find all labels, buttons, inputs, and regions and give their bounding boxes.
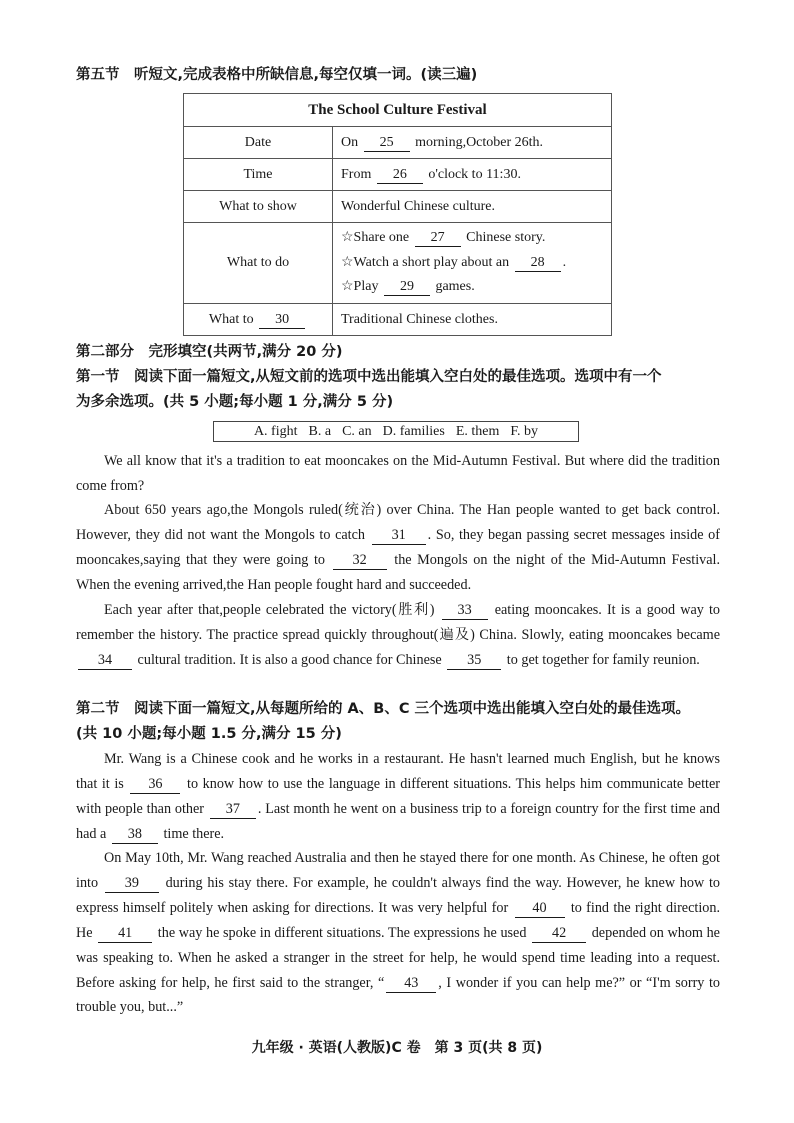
blank-40[interactable]: 40 [515, 900, 565, 918]
blank-32[interactable]: 32 [333, 552, 387, 570]
option-a: A. fight [253, 423, 298, 439]
time-value: From 26 o'clock to 11:30. [333, 159, 612, 191]
blank-26[interactable]: 26 [377, 166, 423, 184]
passage2-paragraph1: Mr. Wang is a Chinese cook and he works in a restaurant. He hasn't learned much English, but he knows that it is 36 to know how to use the language in different situations. This helps him communicate better with people than other 37 . Last month he went on a business trip to a foreign country for the first time and had a 38 time there. [76, 751, 721, 842]
blank-38[interactable]: 38 [112, 826, 158, 844]
blank-29[interactable]: 29 [384, 278, 430, 296]
do-label: What to do [184, 223, 333, 304]
sec2-instruction-line2: (共 10 小题;每小题 1.5 分,满分 15 分) [76, 726, 342, 742]
passage1-paragraph1: We all know that it's a tradition to eat mooncakes on the Mid-Autumn Festival. But where did the tradition come from? [76, 453, 720, 494]
blank-33[interactable]: 33 [442, 602, 488, 620]
festival-table [183, 93, 612, 336]
date-label: Date [184, 127, 333, 159]
blank-37[interactable]: 37 [210, 801, 256, 819]
passage1-paragraph3: Each year after that,people celebrated the victory(胜利) 33 eating mooncakes. It is a good way to remember the history. The practice spread quickly throughout(遍及) China. Slowly, eating mooncakes became 34 cultural tradition. It is also a good chance for Chinese 35 to get together for family reunion. [76, 602, 721, 668]
passage2-paragraph2: On May 10th, Mr. Wang reached Australia and then he stayed there for one month. As Chinese, he often got into 39 during his stay there. For example, he couldn't always find the way. However, he knew how to express himself politely when asking for directions. It was very helpful for 40 to find the right direction. He 41 the way he spoke in different situations. The expressions he used 42 depended on whom he was speaking to. When he asked a stranger in the street for help, he would spend time leading into a request. Before asking for help, he first said to the stranger, “ 43 , I wonder if you can help me?” or “I'm sorry to trouble you, but...” [76, 850, 721, 1016]
blank-34[interactable]: 34 [78, 652, 132, 670]
option-box [213, 421, 579, 442]
blank-28[interactable]: 28 [515, 254, 561, 272]
sec1-instruction-line2: 为多余选项。(共 5 小题;每小题 1 分,满分 5 分) [76, 394, 394, 410]
blank-43[interactable]: 43 [386, 975, 436, 993]
sec1-instruction-line1: 第一节 阅读下面一篇短文,从短文前的选项中选出能填入空白处的最佳选项。选项中有一个 [76, 369, 662, 385]
blank-31[interactable]: 31 [372, 527, 426, 545]
blank-35[interactable]: 35 [447, 652, 501, 670]
sec2-instruction-line1: 第二节 阅读下面一篇短文,从每题所给的 A、B、C 三个选项中选出能填入空白处的最佳选项。 [76, 701, 691, 717]
option-f: F. by [510, 423, 539, 439]
blank-39[interactable]: 39 [105, 875, 159, 893]
show-value: Wonderful Chinese culture. [333, 191, 612, 223]
section5-heading: 第五节 听短文,完成表格中所缺信息,每空仅填一词。(读三遍) [76, 67, 478, 83]
option-b: B. a [308, 423, 332, 439]
blank-36[interactable]: 36 [130, 776, 180, 794]
wear-label: What to 30 [184, 304, 333, 336]
option-e: E. them [455, 423, 500, 439]
time-label: Time [184, 159, 333, 191]
part2-heading: 第二部分 完形填空(共两节,满分 20 分) [76, 344, 343, 360]
blank-30[interactable]: 30 [259, 311, 305, 329]
blank-41[interactable]: 41 [98, 925, 152, 943]
passage1-paragraph2: About 650 years ago,the Mongols ruled(统治) over China. The Han people wanted to get back control. However, they did not want the Mongols to catch 31 . So, they began passing secret messages inside of mooncakes,saying that they were going to 32 the Mongols on the night of the Mid-Autumn Festival. When the evening arrived,the Han people fought hard and succeeded. [76, 502, 721, 593]
option-c: C. an [342, 423, 372, 439]
option-d: D. families [382, 423, 445, 439]
wear-value: Traditional Chinese clothes. [333, 304, 612, 336]
table-title: The School Culture Festival [184, 94, 612, 127]
blank-42[interactable]: 42 [532, 925, 586, 943]
page-footer: 九年级 · 英语(人教版)C 卷 第 3 页(共 8 页) [251, 1040, 543, 1056]
date-value: On 25 morning,October 26th. [333, 127, 612, 159]
blank-27[interactable]: 27 [415, 229, 461, 247]
show-label: What to show [184, 191, 333, 223]
do-value: ☆Share one 27 Chinese story. ☆Watch a short play about an 28 . ☆Play 29 games. [333, 223, 612, 304]
blank-25[interactable]: 25 [364, 134, 410, 152]
